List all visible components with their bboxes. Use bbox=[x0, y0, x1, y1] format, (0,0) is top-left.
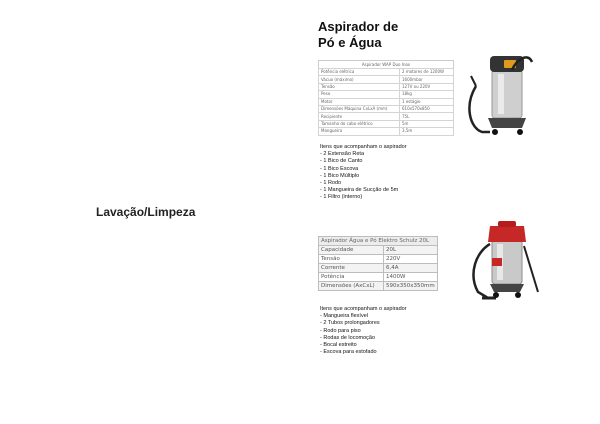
spec-value: 220V bbox=[384, 255, 438, 264]
product1-title-line2: Pó e Água bbox=[318, 35, 382, 50]
table-row bbox=[319, 105, 454, 112]
table-row bbox=[319, 264, 438, 273]
table-row bbox=[319, 91, 454, 98]
schulz-vacuum-image bbox=[462, 218, 542, 302]
table-row bbox=[319, 255, 438, 264]
spec-label: Potência bbox=[319, 273, 384, 282]
list-item: - Rodo para piso bbox=[320, 327, 361, 334]
list-item: - 1 Bico Múltiplo bbox=[320, 172, 360, 179]
spec-value: 20L bbox=[384, 246, 438, 255]
spec-value: 1400W bbox=[384, 273, 438, 282]
spec-value: 6,4A bbox=[384, 264, 438, 273]
table-row bbox=[319, 98, 454, 105]
spec-label: Tamanho do cabo elétrico bbox=[319, 120, 400, 127]
product2-items-list bbox=[320, 306, 407, 356]
product1-title bbox=[318, 19, 398, 51]
spec-label: Tensão bbox=[319, 255, 384, 264]
spec-label: Recipiente bbox=[319, 113, 400, 120]
product1-items-list bbox=[320, 144, 407, 202]
spec-label: Peso bbox=[319, 91, 400, 98]
spec-label: Capacidade bbox=[319, 246, 384, 255]
spec-value: 18kg bbox=[400, 91, 454, 98]
list-item: - Bocal estreito bbox=[320, 342, 357, 349]
spec-label: Corrente bbox=[319, 264, 384, 273]
items-header: Itens que acompanham o aspirador bbox=[320, 306, 407, 312]
spec-value: 2 motores de 1200W bbox=[400, 69, 454, 76]
spec-value: 1 estágio bbox=[400, 98, 454, 105]
list-item: - Mangueira flexível bbox=[320, 313, 368, 320]
list-item: - 1 Rodo bbox=[320, 180, 342, 187]
spec-value: 3,5m bbox=[400, 128, 454, 135]
list-item: - 1 Filtro (interno) bbox=[320, 194, 363, 201]
items-header: Itens que acompanham o aspirador bbox=[320, 144, 407, 150]
spec-value: 5m bbox=[400, 120, 454, 127]
spec-label: Motor bbox=[319, 98, 400, 105]
spec-value: 127V ou 220V bbox=[400, 83, 454, 90]
table-row bbox=[319, 128, 454, 135]
list-item: - Rodas de locomoção bbox=[320, 334, 376, 341]
list-item: - 1 Bico Escova bbox=[320, 165, 359, 172]
spec-label: Tensão bbox=[319, 83, 400, 90]
table-row bbox=[319, 83, 454, 90]
product1-table-caption: Aspirador WAP Duo Inox bbox=[318, 60, 454, 68]
spec-label: Potência elétrica bbox=[319, 69, 400, 76]
wap-vacuum-image bbox=[468, 46, 536, 140]
product1-spec-table bbox=[318, 60, 454, 136]
list-item: - 2 Tubos prolongadores bbox=[320, 320, 380, 327]
list-item: - 1 Mangueira de Sucção de 5m bbox=[320, 187, 399, 194]
spec-label: Mangueira bbox=[319, 128, 400, 135]
table-row bbox=[319, 69, 454, 76]
product2-spec-table bbox=[318, 236, 438, 291]
table-row bbox=[319, 282, 438, 291]
spec-value: 610x570x850 bbox=[400, 105, 454, 112]
spec-label: Vácuo (máximo) bbox=[319, 76, 400, 83]
product2-table-caption: Aspirador Água e Pó Elektro Schulz 20L bbox=[318, 236, 438, 245]
spec-value: 75L bbox=[400, 113, 454, 120]
table-row bbox=[319, 246, 438, 255]
spec-value: 1600mbar bbox=[400, 76, 454, 83]
table-row bbox=[319, 76, 454, 83]
list-item: - 1 Bico de Canto bbox=[320, 158, 363, 165]
product1-title-line1: Aspirador de bbox=[318, 19, 399, 34]
table-row bbox=[319, 273, 438, 282]
list-item: - Escova para estofado bbox=[320, 349, 377, 356]
section-title: Lavação/Limpeza bbox=[96, 205, 196, 219]
table-row bbox=[319, 120, 454, 127]
list-item: - 2 Extensão Reta bbox=[320, 151, 365, 158]
spec-label: Dimensões (AxCxL) bbox=[319, 282, 384, 291]
spec-label: Dimensões Máquina CxLxA (mm) bbox=[319, 105, 400, 112]
spec-value: 590x350x350mm bbox=[384, 282, 438, 291]
table-row bbox=[319, 113, 454, 120]
